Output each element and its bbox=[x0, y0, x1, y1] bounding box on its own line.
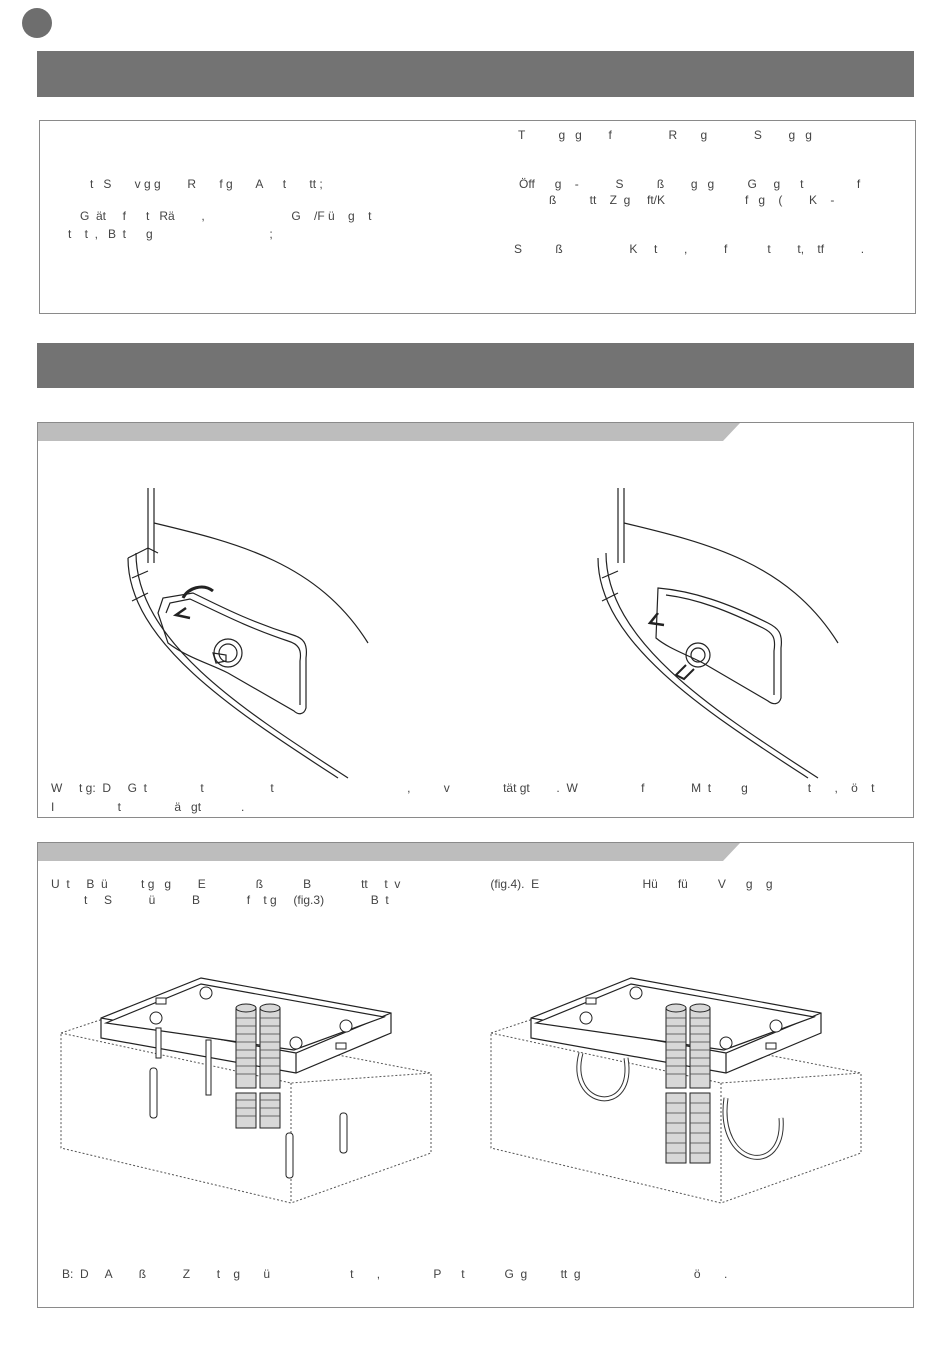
foundation-plate-fig3 bbox=[56, 968, 456, 1213]
right-line-3: ß tt Z g ft/K f g ( K - bbox=[549, 193, 835, 207]
right-line-2: Öff g - S ß g g G g t f bbox=[519, 177, 861, 191]
foundation-plate-fig4 bbox=[486, 968, 886, 1213]
panel-title-tab bbox=[38, 843, 740, 861]
page-number-circle bbox=[22, 8, 52, 38]
left-line-3: t t , B t g ; bbox=[68, 227, 273, 241]
figure-panel-foundation bbox=[37, 842, 914, 1308]
panel-1-caption-line-1: W t g: D G t t t , v tät gt . W f M t g t , ö t bbox=[51, 781, 875, 795]
left-line-1: t S v g g R f g A t tt ; bbox=[90, 177, 323, 191]
figure-panel-lock bbox=[37, 422, 914, 818]
lock-open-illustration bbox=[588, 483, 868, 783]
panel-1-caption-line-2: I t ä gt . bbox=[51, 800, 245, 814]
section-header-band-1 bbox=[37, 51, 914, 97]
lock-closed-illustration bbox=[118, 483, 398, 783]
right-line-4: S ß K t , f t t, tf . bbox=[514, 242, 865, 256]
left-line-2: G ät f t Rä , G /F ü g t bbox=[80, 209, 372, 223]
section-header-band-2 bbox=[37, 343, 914, 388]
section-1-text-box bbox=[39, 120, 916, 314]
panel-title-tab bbox=[38, 423, 740, 441]
panel-2-caption: B: D A ß Z t g ü t , P t G g tt g ö . bbox=[62, 1267, 728, 1281]
panel-2-text-line-2: t S ü B f t g (fig.3) B t bbox=[84, 893, 389, 907]
panel-2-text-line-1: U t B ü t g g E ß B tt t v (fig.4). E Hü fü V g g bbox=[51, 877, 773, 891]
right-line-1: T g g f R g S g g bbox=[518, 128, 812, 142]
